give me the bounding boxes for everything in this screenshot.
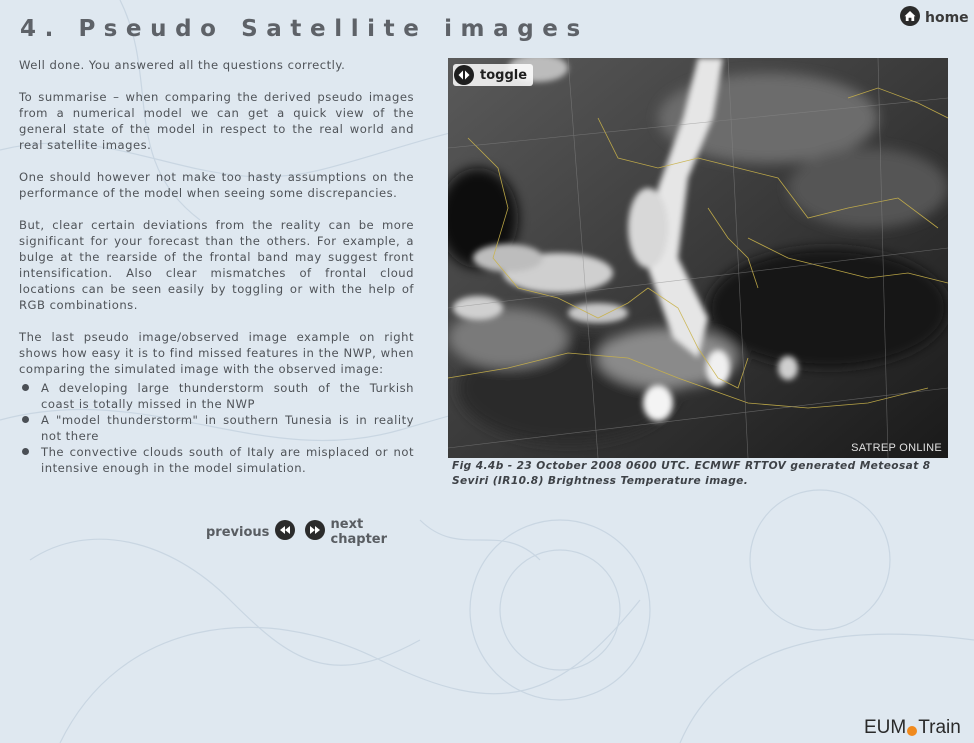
chapter-navigation	[206, 517, 414, 547]
list-item: A "model thunderstorm" in southern Tunesia is in reality not there	[19, 412, 414, 444]
next-chapter-label: next chapter	[330, 517, 388, 547]
fast-forward-icon	[305, 520, 325, 544]
next-chapter-button[interactable]	[305, 517, 414, 547]
image-watermark: SATREP ONLINE	[851, 442, 942, 454]
figure-caption: Fig 4.4b - 23 October 2008 0600 UTC. ECMWF RTTOV generated Meteosat 8 Seviri (IR10.8) Brightness Temperature image.	[452, 460, 931, 487]
summary-text	[19, 57, 414, 476]
list-item: A developing large thunderstorm south of the Turkish coast is totally missed in the NWP	[19, 380, 414, 412]
paragraph: To summarise – when comparing the derived pseudo images from a numerical model we can get a quick view of the general state of the model in respect to the real world and real satellite images.	[19, 90, 414, 152]
eumetrain-logo	[864, 717, 961, 739]
paragraph: The last pseudo image/observed image example on right shows how easy it is to find missed features in the NWP, when comparing the simulated image with the observed image:	[19, 330, 414, 376]
toggle-icon	[454, 65, 474, 85]
paragraph: One should however not make too hasty assumptions on the performance of the model when seeing some discrepancies.	[19, 170, 414, 200]
logo-text-left: EUM	[864, 717, 907, 738]
toggle-label: toggle	[480, 67, 528, 83]
logo-text-right: Train	[918, 717, 961, 738]
previous-label: previous	[206, 524, 270, 540]
home-label: home	[925, 10, 969, 26]
paragraph: But, clear certain deviations from the reality can be more significant for your forecast than the others. For example, a bulge at the rearside of the frontal band may suggest front intensification. Also clear mismatches of frontal cloud locations can be seen easily by toggling or with the help of RGB combinations.	[19, 218, 414, 312]
toggle-button[interactable]	[453, 64, 533, 86]
home-link[interactable]	[900, 6, 969, 30]
home-icon	[900, 6, 920, 30]
list-item: The convective clouds south of Italy are misplaced or not intensive enough in the model simulation.	[19, 444, 414, 476]
previous-button[interactable]	[206, 520, 295, 544]
missed-features-list	[19, 380, 414, 476]
paragraph: Well done. You answered all the questions correctly.	[19, 58, 346, 72]
page-title: 4. Pseudo Satellite images	[20, 16, 589, 42]
satellite-image	[448, 58, 948, 458]
logo-dot	[907, 726, 917, 736]
rewind-icon	[275, 520, 295, 544]
brightness-temperature-image	[448, 58, 948, 458]
